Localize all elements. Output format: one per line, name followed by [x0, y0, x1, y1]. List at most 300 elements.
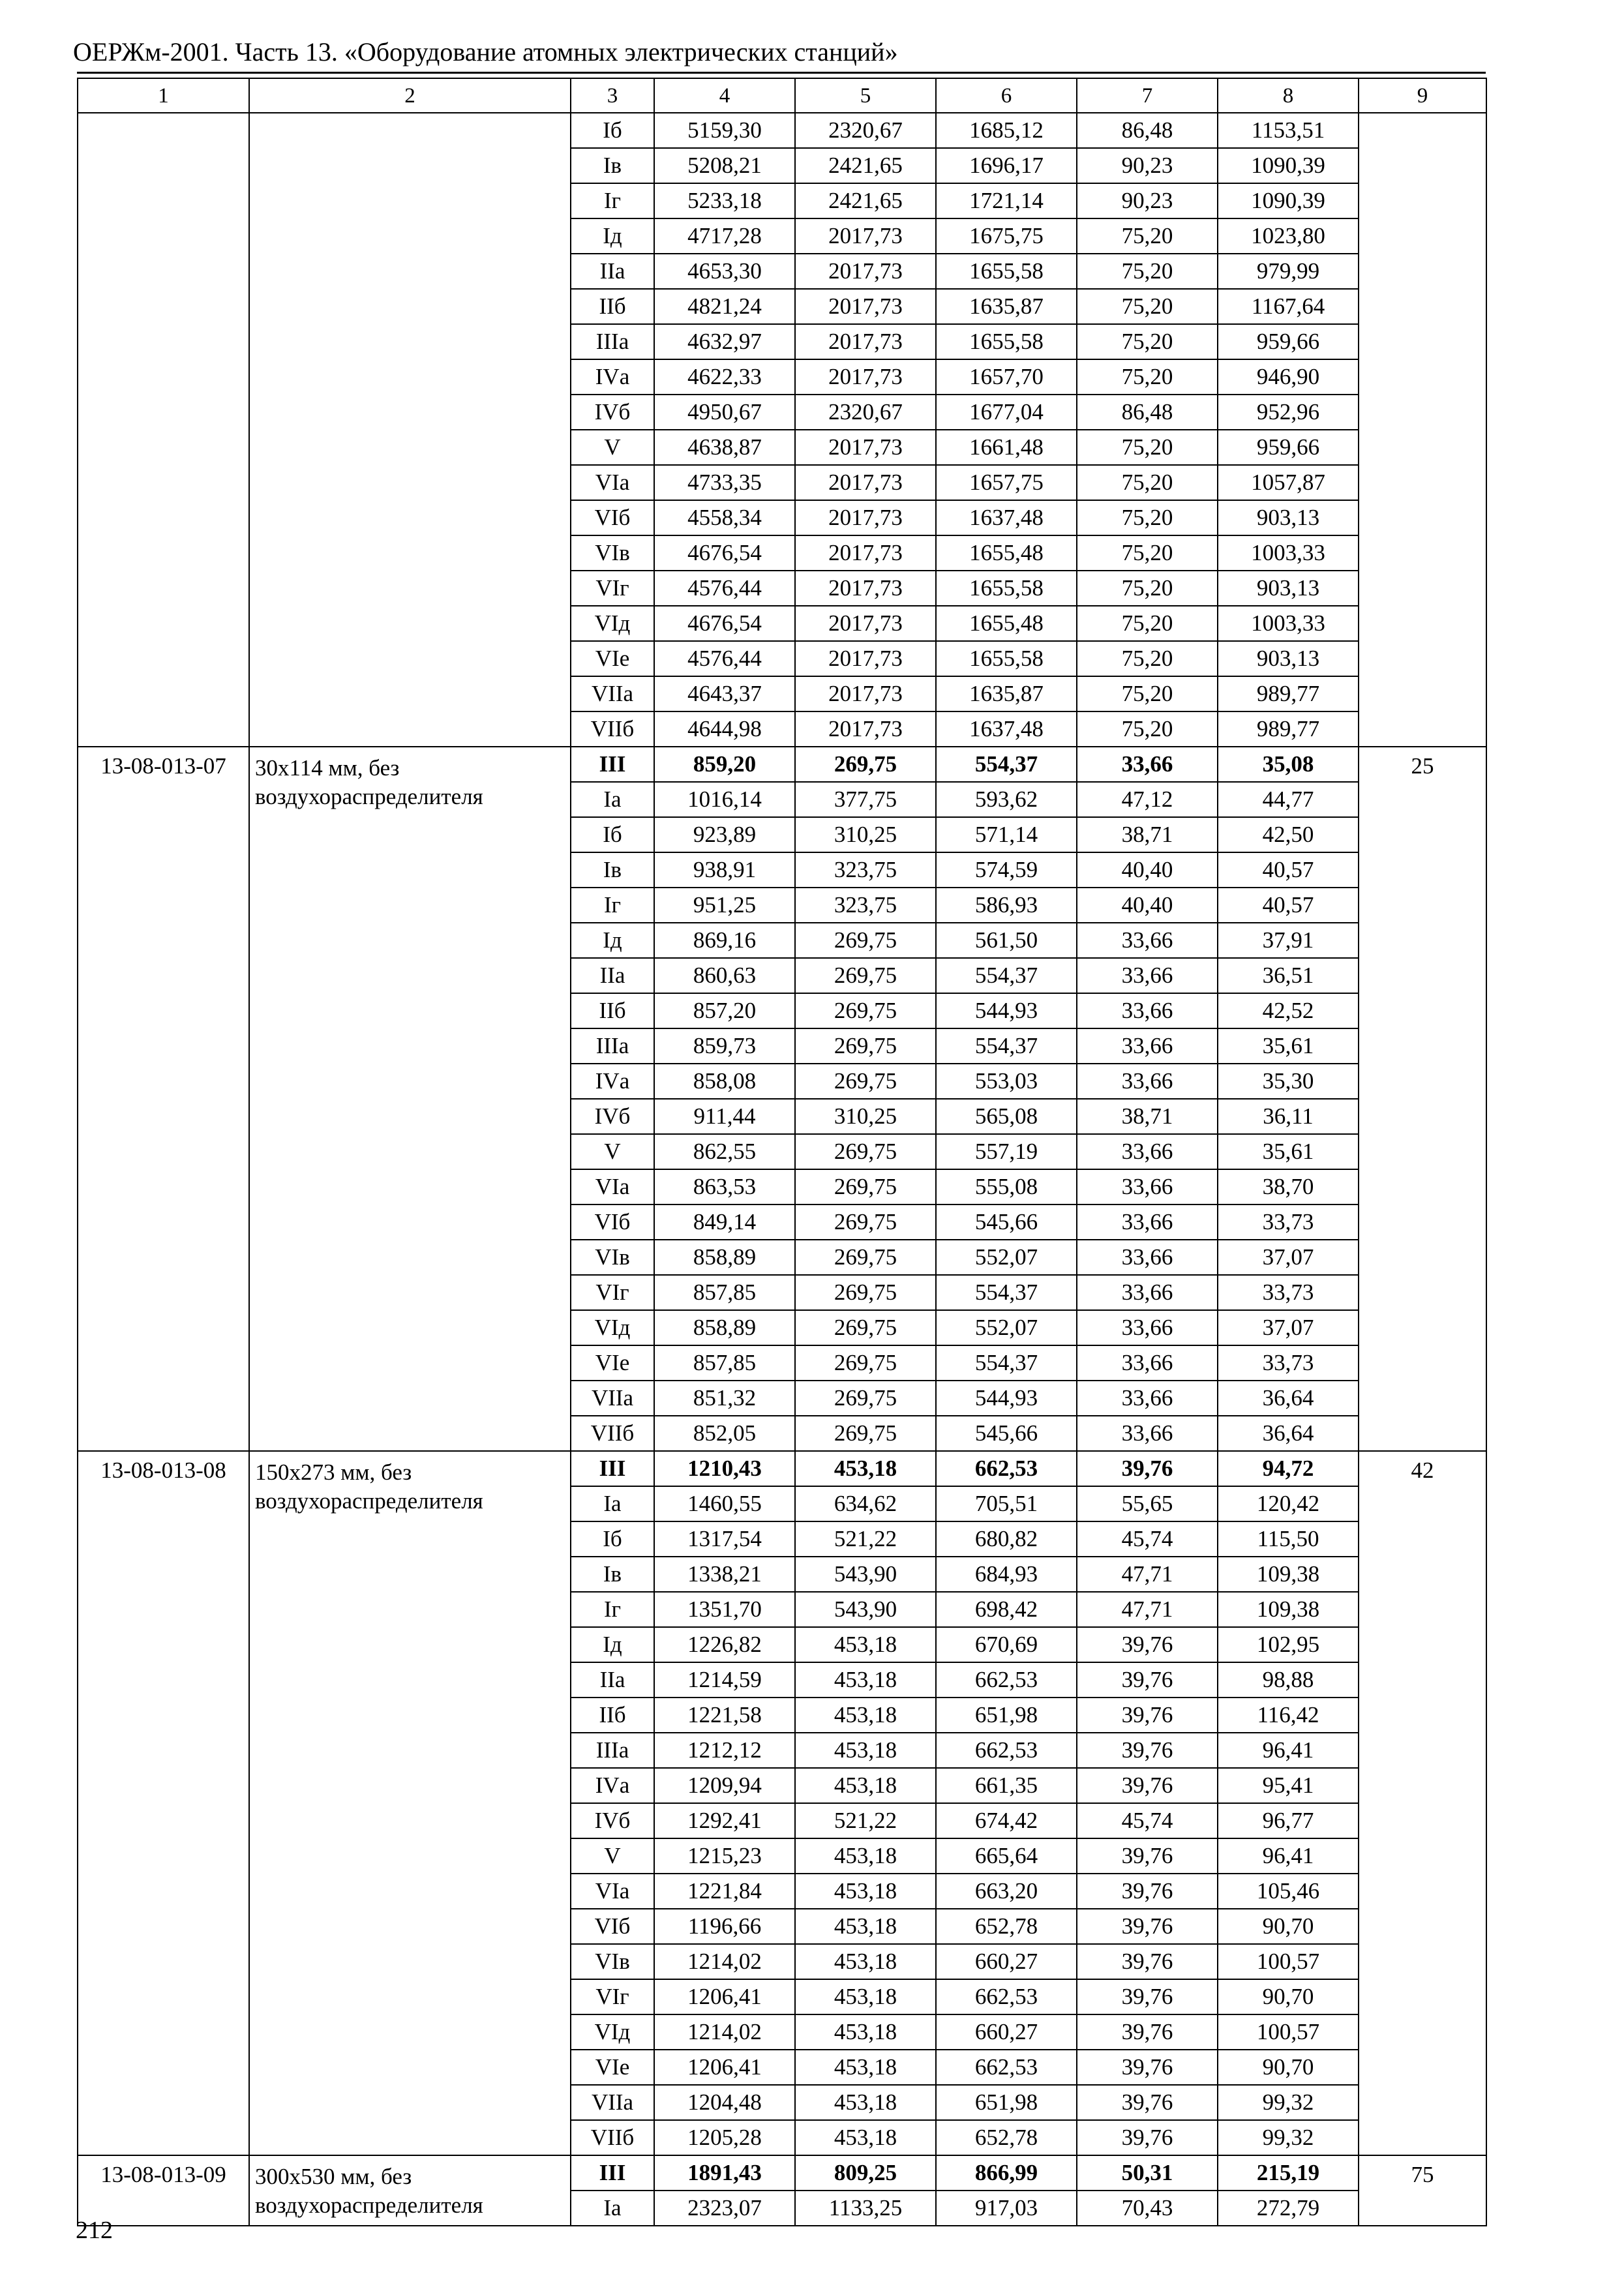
- wages-cell: 2017,73: [795, 641, 936, 676]
- total-cost-cell: 938,91: [654, 852, 795, 888]
- materials-cell: 215,19: [1218, 2155, 1359, 2191]
- total-cost-cell: 4717,28: [654, 218, 795, 254]
- materials-cell: 42,52: [1218, 993, 1359, 1028]
- machinist-wages-cell: 75,20: [1077, 711, 1218, 747]
- total-cost-cell: 852,05: [654, 1416, 795, 1451]
- table-row: [78, 747, 1486, 782]
- zone-cell: VIIб: [571, 2120, 654, 2155]
- wages-cell: 269,75: [795, 1028, 936, 1064]
- total-cost-cell: 4638,87: [654, 430, 795, 465]
- total-cost-cell: 951,25: [654, 888, 795, 923]
- materials-cell: 96,41: [1218, 1733, 1359, 1768]
- materials-cell: 959,66: [1218, 430, 1359, 465]
- wages-cell: 2017,73: [795, 606, 936, 641]
- machines-cell: 1655,58: [936, 254, 1077, 289]
- materials-cell: 1090,39: [1218, 148, 1359, 183]
- wages-cell: 2320,67: [795, 395, 936, 430]
- machines-cell: 662,53: [936, 2050, 1077, 2085]
- wages-cell: 269,75: [795, 1169, 936, 1204]
- zone-cell: V: [571, 430, 654, 465]
- zone-cell: III: [571, 747, 654, 782]
- wages-cell: 2017,73: [795, 676, 936, 711]
- column-number: 7: [1077, 78, 1218, 113]
- machinist-wages-cell: 39,76: [1077, 1698, 1218, 1733]
- machines-cell: 1661,48: [936, 430, 1077, 465]
- materials-cell: 33,73: [1218, 1275, 1359, 1310]
- materials-cell: 115,50: [1218, 1521, 1359, 1557]
- total-cost-cell: 4643,37: [654, 676, 795, 711]
- materials-cell: 42,50: [1218, 817, 1359, 852]
- materials-cell: 1167,64: [1218, 289, 1359, 324]
- header-rule: [77, 72, 1486, 74]
- machinist-wages-cell: 75,20: [1077, 324, 1218, 359]
- materials-cell: 109,38: [1218, 1592, 1359, 1627]
- machines-cell: 1637,48: [936, 500, 1077, 535]
- machinist-wages-cell: 75,20: [1077, 430, 1218, 465]
- materials-cell: 903,13: [1218, 500, 1359, 535]
- materials-cell: 989,77: [1218, 676, 1359, 711]
- materials-cell: 38,70: [1218, 1169, 1359, 1204]
- machines-cell: 1635,87: [936, 676, 1077, 711]
- total-cost-cell: 1204,48: [654, 2085, 795, 2120]
- machinist-wages-cell: 33,66: [1077, 747, 1218, 782]
- zone-cell: VIб: [571, 1204, 654, 1240]
- machines-cell: 661,35: [936, 1768, 1077, 1803]
- wages-cell: 269,75: [795, 747, 936, 782]
- machinist-wages-cell: 39,76: [1077, 2014, 1218, 2050]
- total-cost-cell: 857,20: [654, 993, 795, 1028]
- total-cost-cell: 1351,70: [654, 1592, 795, 1627]
- wages-cell: 269,75: [795, 1204, 936, 1240]
- zone-cell: VIа: [571, 1874, 654, 1909]
- zone-cell: Iб: [571, 1521, 654, 1557]
- machinist-wages-cell: 39,76: [1077, 1874, 1218, 1909]
- zone-cell: Iд: [571, 218, 654, 254]
- total-cost-cell: 849,14: [654, 1204, 795, 1240]
- extra-value-cell: 75: [1359, 2155, 1486, 2226]
- machines-cell: 662,53: [936, 1733, 1077, 1768]
- total-cost-cell: 869,16: [654, 923, 795, 958]
- machinist-wages-cell: 39,76: [1077, 1733, 1218, 1768]
- total-cost-cell: 1209,94: [654, 1768, 795, 1803]
- machines-cell: 698,42: [936, 1592, 1077, 1627]
- machinist-wages-cell: 33,66: [1077, 993, 1218, 1028]
- machines-cell: 553,03: [936, 1064, 1077, 1099]
- wages-cell: 310,25: [795, 1099, 936, 1134]
- column-number: 6: [936, 78, 1077, 113]
- total-cost-cell: 862,55: [654, 1134, 795, 1169]
- rate-code-cell: 13-08-013-08: [78, 1451, 249, 2155]
- materials-cell: 903,13: [1218, 641, 1359, 676]
- total-cost-cell: 1460,55: [654, 1486, 795, 1521]
- zone-cell: VIа: [571, 1169, 654, 1204]
- rate-description-cell: 30х114 мм, без воздухораспределителя: [249, 747, 571, 1451]
- machinist-wages-cell: 40,40: [1077, 852, 1218, 888]
- zone-cell: VIг: [571, 1275, 654, 1310]
- machinist-wages-cell: 75,20: [1077, 535, 1218, 571]
- zone-cell: IVб: [571, 1099, 654, 1134]
- machines-cell: 574,59: [936, 852, 1077, 888]
- wages-cell: 2421,65: [795, 183, 936, 218]
- materials-cell: 99,32: [1218, 2085, 1359, 2120]
- zone-cell: VIв: [571, 1944, 654, 1979]
- total-cost-cell: 4576,44: [654, 641, 795, 676]
- zone-cell: Iа: [571, 2191, 654, 2226]
- wages-cell: 2017,73: [795, 465, 936, 500]
- zone-cell: IVб: [571, 395, 654, 430]
- wages-cell: 2017,73: [795, 535, 936, 571]
- wages-cell: 269,75: [795, 1240, 936, 1275]
- materials-cell: 100,57: [1218, 1944, 1359, 1979]
- wages-cell: 521,22: [795, 1521, 936, 1557]
- zone-cell: VIIб: [571, 1416, 654, 1451]
- machines-cell: 1657,75: [936, 465, 1077, 500]
- machines-cell: 554,37: [936, 1028, 1077, 1064]
- machinist-wages-cell: 33,66: [1077, 1345, 1218, 1381]
- column-number: 2: [249, 78, 571, 113]
- machinist-wages-cell: 75,20: [1077, 676, 1218, 711]
- machinist-wages-cell: 39,76: [1077, 1451, 1218, 1486]
- machines-cell: 680,82: [936, 1521, 1077, 1557]
- materials-cell: 1003,33: [1218, 606, 1359, 641]
- machines-cell: 1721,14: [936, 183, 1077, 218]
- zone-cell: Iа: [571, 782, 654, 817]
- total-cost-cell: 4576,44: [654, 571, 795, 606]
- zone-cell: VIд: [571, 606, 654, 641]
- wages-cell: 453,18: [795, 1944, 936, 1979]
- machinist-wages-cell: 75,20: [1077, 359, 1218, 395]
- machinist-wages-cell: 90,23: [1077, 148, 1218, 183]
- wages-cell: 453,18: [795, 1768, 936, 1803]
- machines-cell: 1637,48: [936, 711, 1077, 747]
- zone-cell: Iг: [571, 888, 654, 923]
- wages-cell: 269,75: [795, 1381, 936, 1416]
- materials-cell: 36,11: [1218, 1099, 1359, 1134]
- machinist-wages-cell: 47,12: [1077, 782, 1218, 817]
- wages-cell: 2017,73: [795, 254, 936, 289]
- machines-cell: 1655,48: [936, 606, 1077, 641]
- zone-cell: IVб: [571, 1803, 654, 1838]
- column-number: 8: [1218, 78, 1359, 113]
- zone-cell: IIIа: [571, 1733, 654, 1768]
- total-cost-cell: 1226,82: [654, 1627, 795, 1662]
- materials-cell: 33,73: [1218, 1204, 1359, 1240]
- zone-cell: VIе: [571, 1345, 654, 1381]
- zone-cell: IIб: [571, 993, 654, 1028]
- wages-cell: 453,18: [795, 1838, 936, 1874]
- materials-cell: 1057,87: [1218, 465, 1359, 500]
- total-cost-cell: 858,89: [654, 1310, 795, 1345]
- total-cost-cell: 1212,12: [654, 1733, 795, 1768]
- machines-cell: 662,53: [936, 1662, 1077, 1698]
- materials-cell: 98,88: [1218, 1662, 1359, 1698]
- table-row: [78, 113, 1486, 148]
- machinist-wages-cell: 33,66: [1077, 923, 1218, 958]
- wages-cell: 453,18: [795, 1874, 936, 1909]
- machinist-wages-cell: 33,66: [1077, 958, 1218, 993]
- machinist-wages-cell: 39,76: [1077, 1768, 1218, 1803]
- machinist-wages-cell: 50,31: [1077, 2155, 1218, 2191]
- wages-cell: 453,18: [795, 1733, 936, 1768]
- total-cost-cell: 857,85: [654, 1275, 795, 1310]
- total-cost-cell: 858,08: [654, 1064, 795, 1099]
- total-cost-cell: 1196,66: [654, 1909, 795, 1944]
- extra-value-cell: [1359, 113, 1486, 747]
- total-cost-cell: 858,89: [654, 1240, 795, 1275]
- machinist-wages-cell: 39,76: [1077, 1838, 1218, 1874]
- wages-cell: 377,75: [795, 782, 936, 817]
- machines-cell: 705,51: [936, 1486, 1077, 1521]
- wages-cell: 453,18: [795, 1627, 936, 1662]
- extra-value-cell: 25: [1359, 747, 1486, 1451]
- total-cost-cell: 4644,98: [654, 711, 795, 747]
- machines-cell: 1655,58: [936, 324, 1077, 359]
- total-cost-cell: 859,20: [654, 747, 795, 782]
- machinist-wages-cell: 39,76: [1077, 1979, 1218, 2014]
- wages-cell: 323,75: [795, 852, 936, 888]
- total-cost-cell: 1016,14: [654, 782, 795, 817]
- materials-cell: 989,77: [1218, 711, 1359, 747]
- rate-code-cell: 13-08-013-07: [78, 747, 249, 1451]
- zone-cell: IIIа: [571, 1028, 654, 1064]
- wages-cell: 2017,73: [795, 324, 936, 359]
- machines-cell: 593,62: [936, 782, 1077, 817]
- wages-cell: 269,75: [795, 1416, 936, 1451]
- wages-cell: 269,75: [795, 993, 936, 1028]
- materials-cell: 100,57: [1218, 2014, 1359, 2050]
- machinist-wages-cell: 47,71: [1077, 1557, 1218, 1592]
- machines-cell: 1655,58: [936, 641, 1077, 676]
- machines-cell: 544,93: [936, 1381, 1077, 1416]
- machinist-wages-cell: 75,20: [1077, 289, 1218, 324]
- wages-cell: 453,18: [795, 2085, 936, 2120]
- zone-cell: IIа: [571, 958, 654, 993]
- machines-cell: 561,50: [936, 923, 1077, 958]
- machinist-wages-cell: 33,66: [1077, 1275, 1218, 1310]
- materials-cell: 36,64: [1218, 1416, 1359, 1451]
- machinist-wages-cell: 45,74: [1077, 1521, 1218, 1557]
- zone-cell: IVа: [571, 359, 654, 395]
- materials-cell: 35,61: [1218, 1134, 1359, 1169]
- wages-cell: 809,25: [795, 2155, 936, 2191]
- machines-cell: 651,98: [936, 1698, 1077, 1733]
- machines-cell: 674,42: [936, 1803, 1077, 1838]
- total-cost-cell: 4558,34: [654, 500, 795, 535]
- wages-cell: 2017,73: [795, 711, 936, 747]
- materials-cell: 99,32: [1218, 2120, 1359, 2155]
- total-cost-cell: 911,44: [654, 1099, 795, 1134]
- zone-cell: IIб: [571, 289, 654, 324]
- zone-cell: Iа: [571, 1486, 654, 1521]
- materials-cell: 37,91: [1218, 923, 1359, 958]
- wages-cell: 310,25: [795, 817, 936, 852]
- wages-cell: 453,18: [795, 1451, 936, 1486]
- machinist-wages-cell: 38,71: [1077, 1099, 1218, 1134]
- zone-cell: IVа: [571, 1064, 654, 1099]
- machines-cell: 565,08: [936, 1099, 1077, 1134]
- materials-cell: 37,07: [1218, 1310, 1359, 1345]
- wages-cell: 269,75: [795, 1310, 936, 1345]
- machinist-wages-cell: 33,66: [1077, 1416, 1218, 1451]
- materials-cell: 90,70: [1218, 1979, 1359, 2014]
- total-cost-cell: 4950,67: [654, 395, 795, 430]
- rate-description-cell: 150х273 мм, без воздухораспределителя: [249, 1451, 571, 2155]
- machines-cell: 555,08: [936, 1169, 1077, 1204]
- zone-cell: Iг: [571, 1592, 654, 1627]
- total-cost-cell: 1214,59: [654, 1662, 795, 1698]
- materials-cell: 35,30: [1218, 1064, 1359, 1099]
- machines-cell: 660,27: [936, 2014, 1077, 2050]
- materials-cell: 37,07: [1218, 1240, 1359, 1275]
- total-cost-cell: 1292,41: [654, 1803, 795, 1838]
- wages-cell: 521,22: [795, 1803, 936, 1838]
- wages-cell: 269,75: [795, 923, 936, 958]
- materials-cell: 36,64: [1218, 1381, 1359, 1416]
- machinist-wages-cell: 39,76: [1077, 2085, 1218, 2120]
- machines-cell: 544,93: [936, 993, 1077, 1028]
- machinist-wages-cell: 86,48: [1077, 395, 1218, 430]
- machinist-wages-cell: 39,76: [1077, 1909, 1218, 1944]
- rate-description-cell: 300х530 мм, без воздухораспределителя: [249, 2155, 571, 2226]
- materials-cell: 95,41: [1218, 1768, 1359, 1803]
- machinist-wages-cell: 39,76: [1077, 2120, 1218, 2155]
- materials-cell: 1003,33: [1218, 535, 1359, 571]
- materials-cell: 272,79: [1218, 2191, 1359, 2226]
- zone-cell: IIа: [571, 1662, 654, 1698]
- machines-cell: 1657,70: [936, 359, 1077, 395]
- wages-cell: 2017,73: [795, 359, 936, 395]
- machinist-wages-cell: 75,20: [1077, 254, 1218, 289]
- zone-cell: IIб: [571, 1698, 654, 1733]
- price-table: [77, 78, 1487, 2226]
- total-cost-cell: 1206,41: [654, 1979, 795, 2014]
- total-cost-cell: 2323,07: [654, 2191, 795, 2226]
- wages-cell: 543,90: [795, 1592, 936, 1627]
- machines-cell: 1677,04: [936, 395, 1077, 430]
- machines-cell: 1655,48: [936, 535, 1077, 571]
- wages-cell: 634,62: [795, 1486, 936, 1521]
- wages-cell: 543,90: [795, 1557, 936, 1592]
- wages-cell: 323,75: [795, 888, 936, 923]
- extra-value-cell: 42: [1359, 1451, 1486, 2155]
- zone-cell: Iб: [571, 113, 654, 148]
- total-cost-cell: 863,53: [654, 1169, 795, 1204]
- wages-cell: 2320,67: [795, 113, 936, 148]
- zone-cell: Iв: [571, 148, 654, 183]
- machines-cell: 554,37: [936, 1275, 1077, 1310]
- total-cost-cell: 4622,33: [654, 359, 795, 395]
- total-cost-cell: 4733,35: [654, 465, 795, 500]
- machines-cell: 651,98: [936, 2085, 1077, 2120]
- machinist-wages-cell: 90,23: [1077, 183, 1218, 218]
- total-cost-cell: 857,85: [654, 1345, 795, 1381]
- zone-cell: Iг: [571, 183, 654, 218]
- total-cost-cell: 1221,58: [654, 1698, 795, 1733]
- total-cost-cell: 5208,21: [654, 148, 795, 183]
- total-cost-cell: 1338,21: [654, 1557, 795, 1592]
- zone-cell: VIв: [571, 535, 654, 571]
- zone-cell: VIг: [571, 1979, 654, 2014]
- machinist-wages-cell: 75,20: [1077, 218, 1218, 254]
- machinist-wages-cell: 75,20: [1077, 500, 1218, 535]
- total-cost-cell: 5159,30: [654, 113, 795, 148]
- total-cost-cell: 1215,23: [654, 1838, 795, 1874]
- column-number-row: [78, 78, 1486, 113]
- zone-cell: V: [571, 1838, 654, 1874]
- materials-cell: 959,66: [1218, 324, 1359, 359]
- machines-cell: 552,07: [936, 1310, 1077, 1345]
- machinist-wages-cell: 70,43: [1077, 2191, 1218, 2226]
- zone-cell: VIб: [571, 500, 654, 535]
- materials-cell: 952,96: [1218, 395, 1359, 430]
- materials-cell: 903,13: [1218, 571, 1359, 606]
- zone-cell: Iд: [571, 923, 654, 958]
- zone-cell: VIв: [571, 1240, 654, 1275]
- materials-cell: 96,77: [1218, 1803, 1359, 1838]
- machines-cell: 670,69: [936, 1627, 1077, 1662]
- materials-cell: 44,77: [1218, 782, 1359, 817]
- wages-cell: 269,75: [795, 958, 936, 993]
- materials-cell: 35,61: [1218, 1028, 1359, 1064]
- machinist-wages-cell: 75,20: [1077, 465, 1218, 500]
- total-cost-cell: 4676,54: [654, 606, 795, 641]
- wages-cell: 269,75: [795, 1345, 936, 1381]
- machinist-wages-cell: 40,40: [1077, 888, 1218, 923]
- wages-cell: 2421,65: [795, 148, 936, 183]
- machines-cell: 554,37: [936, 958, 1077, 993]
- machinist-wages-cell: 39,76: [1077, 1944, 1218, 1979]
- materials-cell: 120,42: [1218, 1486, 1359, 1521]
- machinist-wages-cell: 33,66: [1077, 1028, 1218, 1064]
- wages-cell: 2017,73: [795, 218, 936, 254]
- machinist-wages-cell: 38,71: [1077, 817, 1218, 852]
- zone-cell: VIд: [571, 1310, 654, 1345]
- page-header: ОЕРЖм-2001. Часть 13. «Оборудование атомных электрических станций»: [73, 37, 898, 67]
- materials-cell: 96,41: [1218, 1838, 1359, 1874]
- materials-cell: 105,46: [1218, 1874, 1359, 1909]
- wages-cell: 2017,73: [795, 571, 936, 606]
- machines-cell: 554,37: [936, 747, 1077, 782]
- materials-cell: 102,95: [1218, 1627, 1359, 1662]
- machines-cell: 586,93: [936, 888, 1077, 923]
- total-cost-cell: 1214,02: [654, 1944, 795, 1979]
- rate-code-cell: 13-08-013-09: [78, 2155, 249, 2226]
- machines-cell: 1655,58: [936, 571, 1077, 606]
- table-row: [78, 2155, 1486, 2191]
- materials-cell: 90,70: [1218, 2050, 1359, 2085]
- machines-cell: 652,78: [936, 2120, 1077, 2155]
- machines-cell: 571,14: [936, 817, 1077, 852]
- machines-cell: 684,93: [936, 1557, 1077, 1592]
- machinist-wages-cell: 75,20: [1077, 606, 1218, 641]
- zone-cell: IVа: [571, 1768, 654, 1803]
- wages-cell: 2017,73: [795, 289, 936, 324]
- rate-code-cell: [78, 113, 249, 747]
- materials-cell: 1023,80: [1218, 218, 1359, 254]
- zone-cell: VIб: [571, 1909, 654, 1944]
- machinist-wages-cell: 33,66: [1077, 1381, 1218, 1416]
- wages-cell: 453,18: [795, 2050, 936, 2085]
- machines-cell: 1696,17: [936, 148, 1077, 183]
- total-cost-cell: 851,32: [654, 1381, 795, 1416]
- machinist-wages-cell: 33,66: [1077, 1169, 1218, 1204]
- total-cost-cell: 1214,02: [654, 2014, 795, 2050]
- machines-cell: 663,20: [936, 1874, 1077, 1909]
- machines-cell: 552,07: [936, 1240, 1077, 1275]
- machinist-wages-cell: 39,76: [1077, 2050, 1218, 2085]
- total-cost-cell: 1221,84: [654, 1874, 795, 1909]
- total-cost-cell: 923,89: [654, 817, 795, 852]
